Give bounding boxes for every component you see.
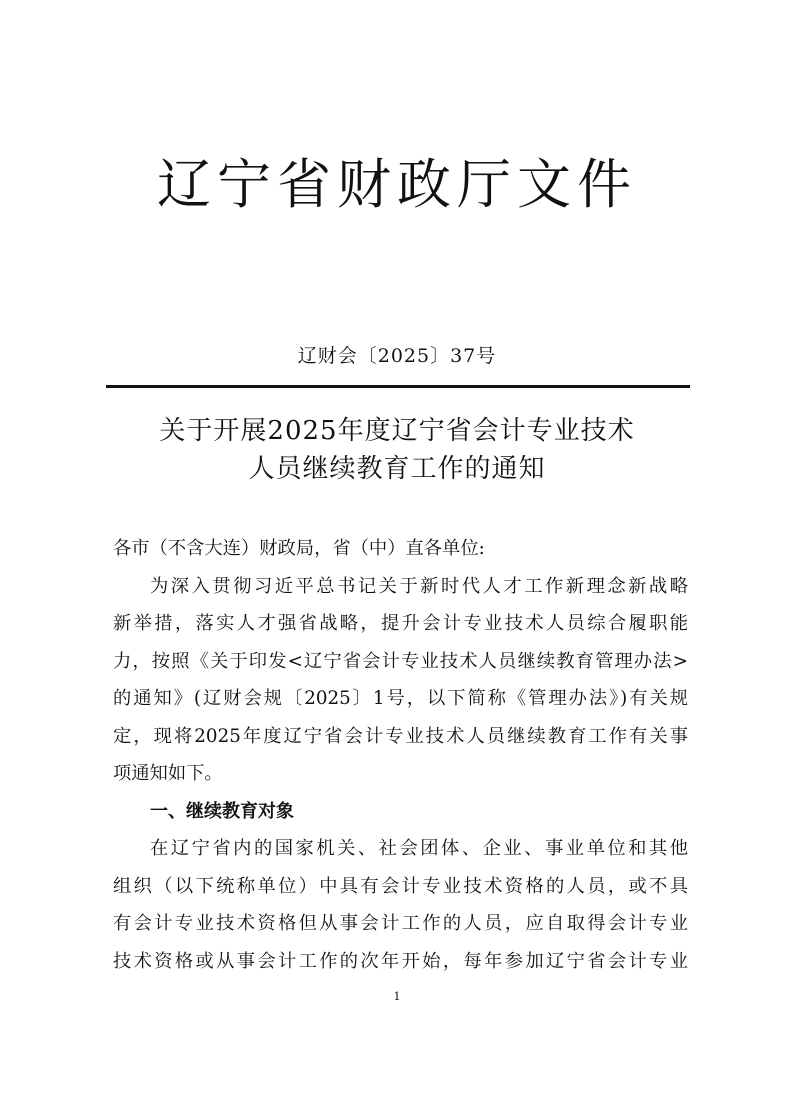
notice-title-line-2: 人员继续教育工作的通知 <box>248 454 546 484</box>
paragraph-2-line-3: 有会计专业技术资格但从事会计工作的人员，应自取得会计专业 <box>113 913 688 934</box>
paragraph-1-line-4: 的通知》(辽财会规〔2025〕1号，以下简称《管理办法》)有关规 <box>113 688 688 709</box>
addressee: 各市（不含大连）财政局，省（中）直各单位: <box>113 538 485 559</box>
document-number: 辽财会〔2025〕37号 <box>297 345 497 367</box>
page-number: 1 <box>393 990 401 1003</box>
paragraph-1-line-1: 为深入贯彻习近平总书记关于新时代人才工作新理念新战略 <box>150 575 688 597</box>
paragraph-2-line-1: 在辽宁省内的国家机关、社会团体、企业、事业单位和其他 <box>150 838 688 859</box>
section-1-heading: 一、继续教育对象 <box>150 800 294 822</box>
paragraph-1-line-6: 项通知如下。 <box>113 763 223 784</box>
header-divider <box>106 385 690 388</box>
paragraph-2-line-4: 技术资格或从事会计工作的次年开始，每年参加辽宁省会计专业 <box>113 950 688 972</box>
paragraph-1-line-5: 定，现将2025年度辽宁省会计专业技术人员继续教育工作有关事 <box>113 725 688 747</box>
document-header-title: 辽宁省财政厅文件 <box>157 153 637 216</box>
paragraph-1-line-3: 力，按照《关于印发<辽宁省会计专业技术人员继续教育管理办法> <box>113 650 688 672</box>
notice-title <box>0 412 794 488</box>
paragraph-2-line-2: 组织（以下统称单位）中具有会计专业技术资格的人员，或不具 <box>113 875 688 897</box>
notice-title-line-1: 关于开展2025年度辽宁省会计专业技术 <box>159 416 635 446</box>
document-body <box>113 530 688 980</box>
paragraph-1-line-2: 新举措，落实人才强省战略，提升会计专业技术人员综合履职能 <box>113 613 688 634</box>
